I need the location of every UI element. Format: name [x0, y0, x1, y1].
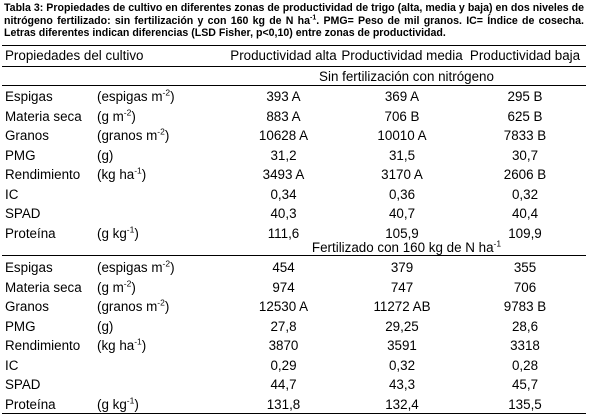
property-name: PMG: [5, 318, 36, 334]
unit-text: (g): [97, 318, 114, 334]
value-baja: 28,6: [511, 318, 539, 334]
header-baja: Productividad baja: [469, 48, 581, 63]
value-alta: 31,2: [270, 147, 297, 163]
unit-text: (kg ha: [97, 167, 135, 182]
section-title-text: Fertilizado con 160 kg de N ha: [311, 240, 494, 255]
value-alta: 3870: [268, 338, 299, 353]
unit-text: (kg ha: [97, 338, 135, 353]
property-name: SPAD: [5, 377, 41, 392]
section-rule: [2, 85, 586, 86]
section-title: [229, 67, 584, 86]
value-media: 0,32: [388, 357, 416, 373]
unit-text: (g): [97, 147, 114, 163]
section-title-text: Sin fertilización con nitrógeno: [319, 69, 494, 84]
value-media: 369 A: [384, 89, 420, 104]
table-row: [0, 107, 590, 126]
value-media: 29,25: [385, 318, 419, 334]
unit-superscript: -2: [123, 278, 132, 289]
section-title-superscript: -1: [493, 238, 502, 249]
table-row: [0, 204, 590, 223]
table-header-row: [0, 46, 590, 65]
unit-superscript: -1: [126, 395, 135, 406]
unit-close: ): [131, 279, 136, 295]
value-baja: 0,28: [511, 357, 539, 373]
value-media: 105,9: [385, 225, 419, 241]
table-row: [0, 185, 590, 204]
unit-close: ): [164, 128, 170, 143]
unit-text: (g kg: [97, 396, 127, 412]
property-unit: [97, 224, 139, 243]
value-alta: 883 A: [266, 108, 301, 124]
property-unit: [97, 165, 146, 184]
unit-close: ): [164, 299, 170, 314]
value-media: 3591: [387, 338, 417, 353]
caption-text-2: . PMG= Peso de mil granos. IC= Índice de cosecha. Letras diferentes indican diferencias (LSD Fisher, p<0,10) entre zonas de productividad.: [4, 14, 584, 40]
value-alta: 393 A: [266, 89, 301, 104]
value-alta: 131,8: [266, 396, 301, 412]
value-baja: 135,5: [508, 396, 542, 412]
unit-superscript: -1: [134, 336, 142, 347]
value-alta: 454: [272, 260, 295, 275]
property-name: Proteína: [5, 396, 56, 412]
property-unit: [97, 317, 113, 336]
value-alta: 0,34: [270, 186, 297, 202]
unit-superscript: -1: [126, 224, 135, 235]
property-name: IC: [5, 357, 19, 373]
value-baja: 2606 B: [503, 167, 547, 182]
property-name: Materia seca: [5, 108, 82, 124]
property-name: SPAD: [5, 206, 41, 221]
unit-superscript: -2: [162, 258, 171, 269]
unit-text: (granos m: [97, 128, 158, 143]
table-row: [0, 375, 590, 394]
value-alta: 12530 A: [258, 299, 309, 314]
value-media: 11272 AB: [373, 299, 431, 314]
property-unit: [97, 126, 169, 145]
table-row: [0, 356, 590, 375]
unit-text: (g m: [97, 108, 124, 124]
property-name: Rendimiento: [5, 167, 81, 182]
header-alta: Productividad alta: [230, 48, 337, 63]
value-alta: 111,6: [267, 225, 300, 241]
value-baja: 355: [513, 260, 537, 275]
table-row: [0, 146, 590, 165]
value-media: 706 B: [384, 108, 420, 124]
table-row: [0, 278, 590, 297]
value-baja: 45,7: [511, 377, 539, 392]
value-media: 31,5: [388, 147, 416, 163]
unit-text: (g m: [97, 279, 124, 295]
value-alta: 40,3: [270, 206, 297, 221]
property-unit: [97, 336, 146, 355]
section-rule: [2, 255, 586, 256]
value-baja: 706: [513, 279, 537, 295]
property-name: PMG: [5, 147, 36, 163]
value-baja: 30,7: [511, 147, 539, 163]
table-row: [0, 297, 590, 316]
header-properties: Propiedades del cultivo: [5, 48, 144, 63]
value-baja: 625 B: [507, 108, 543, 124]
unit-superscript: -1: [134, 165, 142, 176]
value-media: 379: [390, 260, 414, 275]
table-row: [0, 336, 590, 355]
property-name: Proteína: [5, 225, 56, 241]
table-bottom-rule: [2, 413, 586, 414]
caption-text-1: Tabla 3: Propiedades de cultivo en diferentes zonas de productividad de trigo (alta, media y baja) en dos niveles de nitrógeno fertilizado: sin fertilización y con 160 kg de N ha: [4, 2, 584, 27]
unit-superscript: -2: [157, 126, 165, 137]
property-unit: [97, 278, 136, 297]
value-baja: 295 B: [507, 89, 543, 104]
value-alta: 974: [272, 279, 295, 295]
unit-close: ): [141, 338, 147, 353]
table-row: [0, 258, 590, 277]
unit-close: ): [170, 89, 175, 104]
property-unit: [97, 258, 175, 277]
property-name: Granos: [5, 128, 49, 143]
value-media: 3170 A: [381, 167, 423, 182]
value-media: 0,36: [388, 186, 416, 202]
unit-close: ): [170, 260, 175, 275]
value-media: 43,3: [388, 377, 416, 392]
unit-text: (espigas m: [97, 260, 163, 275]
value-media: 40,7: [388, 206, 416, 221]
unit-close: ): [134, 225, 139, 241]
property-unit: [97, 87, 175, 106]
unit-close: ): [141, 167, 147, 182]
value-baja: 40,4: [511, 206, 539, 221]
unit-superscript: -2: [157, 297, 165, 308]
value-media: 10010 A: [377, 128, 427, 143]
table-row: [0, 87, 590, 106]
value-alta: 10628 A: [258, 128, 309, 143]
value-baja: 0,32: [511, 186, 539, 202]
value-baja: 9783 B: [503, 299, 547, 314]
property-name: Materia seca: [5, 279, 82, 295]
value-baja: 109,9: [508, 225, 542, 241]
header-media: Productividad media: [341, 48, 463, 63]
value-media: 747: [390, 279, 414, 295]
table-row: [0, 126, 590, 145]
value-baja: 3318: [510, 338, 540, 353]
value-alta: 0,29: [270, 357, 297, 373]
unit-close: ): [134, 396, 139, 412]
property-unit: [97, 146, 113, 165]
property-name: IC: [5, 186, 19, 202]
unit-superscript: -2: [123, 107, 132, 118]
unit-superscript: -2: [162, 87, 171, 98]
unit-text: (g kg: [97, 225, 127, 241]
value-alta: 3493 A: [262, 167, 305, 182]
property-name: Rendimiento: [5, 338, 81, 353]
table-row: [0, 317, 590, 336]
unit-close: ): [131, 108, 136, 124]
unit-text: (espigas m: [97, 89, 163, 104]
property-name: Espigas: [5, 89, 53, 104]
property-name: Granos: [5, 299, 49, 314]
table-caption: [4, 2, 584, 40]
value-media: 132,4: [385, 396, 419, 412]
table-row: [0, 165, 590, 184]
property-unit: [97, 395, 139, 414]
value-alta: 27,8: [270, 318, 297, 334]
value-baja: 7833 B: [503, 128, 547, 143]
table-row: [0, 395, 590, 414]
property-unit: [97, 297, 169, 316]
unit-text: (granos m: [97, 299, 158, 314]
property-name: Espigas: [5, 260, 53, 275]
caption-superscript: -1: [310, 14, 317, 22]
value-alta: 44,7: [270, 377, 297, 392]
property-unit: [97, 107, 136, 126]
